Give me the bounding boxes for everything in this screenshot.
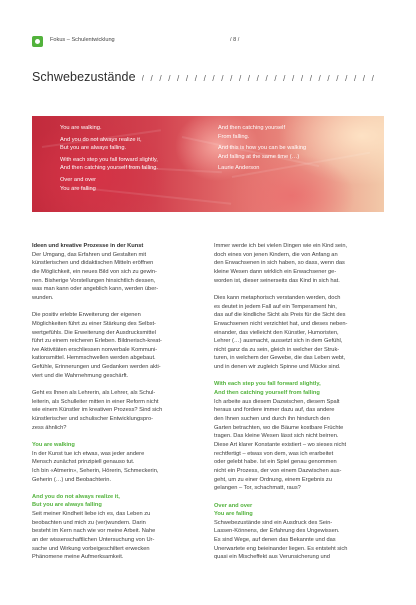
quote-right-column <box>218 124 306 173</box>
text-line: turen, in welchem der Gewebe, die das Leben webt, <box>214 355 346 362</box>
text-line: beobachten und mich zu (ver)wundern. Darin <box>32 519 146 526</box>
green-subheading: You are walking <box>32 441 75 448</box>
text-line: Es sind Wege, auf denen das Bekannte und das <box>214 537 336 544</box>
text-line: besteht im Kern nach wie vor meine Arbeit. Nahe <box>32 528 156 535</box>
running-head: Fokus – Schulentwicklung <box>50 37 115 43</box>
page-number: / 8 / <box>230 37 240 43</box>
text-line: Möglichkeiten führt zu einer Stärkung des Selbst- <box>32 320 156 327</box>
text-line: Gefühle, Erinnerungen und Gedanken werden akti- <box>32 364 161 371</box>
text-line: Ich arbeite aus diesem Dazwischen, diesem Spalt <box>214 398 340 405</box>
text-line: künstlerischen und didaktischen Mitteln eröffnen <box>32 260 154 267</box>
green-subheading: Over and over <box>214 502 253 509</box>
text-line: sache und Wirkung vorbeigeschiltert erwecken <box>32 545 150 552</box>
text-line: heraus und fordere immer dazu auf, das andere <box>214 407 335 414</box>
text-line: führt zu einem reicheren Erleben. Bildnerisch-kreat- <box>32 338 162 345</box>
page-header <box>32 36 384 48</box>
quote-line: Over and over <box>60 176 97 183</box>
text-line: gelangen – Tor, schachmatt, raus? <box>214 485 301 492</box>
text-line: Geherin (…) und Beobachterin. <box>32 476 112 483</box>
green-subheading: And then catching yourself from falling <box>214 390 320 397</box>
green-subheading: You are falling <box>214 511 253 518</box>
text-line: Immer werde ich bei vielen Dingen wie ein Kind sein, <box>214 243 348 249</box>
text-line: nicht ganz da zu sein, gleich in welcher der Struk- <box>214 346 340 353</box>
green-subheading: But you are always falling <box>32 502 102 509</box>
text-line: wie einem Künstler im kreativen Prozess? Sind sich <box>32 407 163 414</box>
green-subheading: With each step you fall forward slightly, <box>214 381 321 388</box>
text-line: den Ihnen suchen und durch ihn hindurch den <box>214 416 330 422</box>
text-line: Erwachsenen nicht verzichtet hat, und dieses neben- <box>214 320 348 327</box>
text-line: leiterin, als Schulleiter mitten in einer Reform nicht <box>32 398 159 405</box>
quote-line: And falling at the same time (…) <box>218 153 300 160</box>
text-line: es deutet in jedem Fall auf ein Temperament hin, <box>214 303 337 310</box>
text-line: kleine Wesen dann wirklich ein Erwachsener ge- <box>214 268 337 275</box>
text-line: Mensch zunächst prinzipiell genauso tut. <box>32 459 135 466</box>
right-text-column <box>214 242 384 562</box>
quote-line: And this is how you can be walking <box>218 145 307 152</box>
text-line: den Erwachsenen in sich haben, so dass, wenn das <box>214 260 345 267</box>
text-line: Dies kann metaphorisch verstanden werden, doch <box>214 294 341 301</box>
text-line: Phänomene meine Aufmerksamkeit. <box>32 554 124 561</box>
quote-line: And you do not always realize it, <box>60 136 142 143</box>
text-line: quasi ein Mischeffekt aus Verunsicherung und <box>214 554 330 561</box>
text-line: Garten betrachten, wo die Bäume kostbare Früchte <box>214 424 344 431</box>
text-line: ive Aktivitäten erschliessen nonverbale Kommuni- <box>32 346 158 353</box>
quote-line: From falling. <box>218 133 250 140</box>
quote-line: With each step you fall forward slightly, <box>60 156 158 163</box>
text-line: an der wissenschaftlichen Untersuchung von Ur- <box>32 537 155 544</box>
quote-line: But you are always falling. <box>60 145 127 152</box>
left-text-column <box>32 242 202 562</box>
green-subheading: And you do not always realize it, <box>32 493 120 500</box>
text-line: tragen. Das kleine Wesen lässt sich nicht beirren. <box>214 433 339 440</box>
text-line: Lehrer (…) ausmacht, aussetzt sich in dem Gefühl, <box>214 338 343 345</box>
hero-image-quote <box>32 116 384 212</box>
text-line: Geht es Ihnen als Lehrerin, als Lehrer, als Schul- <box>32 390 156 397</box>
text-line: Seit meiner Kindheit liebe ich es, das Leben zu <box>32 511 151 518</box>
text-line: geht, um zu einer Ordnung, einem Ergebnis zu <box>214 476 332 483</box>
text-line: worden ist, dieser seinerseits das Kind in sich hat. <box>214 277 340 284</box>
section-heading-row <box>32 70 384 86</box>
text-line: die Möglichkeit, ein neues Bild von sich zu gewin- <box>32 268 157 275</box>
text-line: Diese Art klarer Konstante existiert – wo sieses nicht <box>214 441 347 448</box>
quote-left-column <box>60 124 158 193</box>
quote-line: And then catching yourself from falling. <box>60 165 159 172</box>
text-line: was man kann oder angeblich kann, werden über- <box>32 286 159 293</box>
speech-bubble-logo-icon <box>32 36 43 47</box>
text-line: rechtfertigt – etwas von dem, was ich erarbeitet <box>214 450 334 457</box>
text-line: nen. Bisherige Vorstellungen hinsichtlich dessen, <box>32 277 156 284</box>
text-line: Unerwartete eng beieinander liegen. Es entsteht sich <box>214 545 348 552</box>
text-line: doch eines von jenen Kindern, die von Anfang an <box>214 251 338 258</box>
quote-author: Laurie Anderson <box>218 165 260 172</box>
text-line: Die positiv erlebte Erweiterung der eigenen <box>32 312 141 319</box>
text-line: wertgefühls. Die Erweiterung der Ausdrucksmittel <box>32 329 156 336</box>
text-line: viert und die Wahrnehmung geschärft. <box>32 372 129 379</box>
text-line: das auf die kindliche Sicht als Preis für die Sicht des <box>214 312 346 319</box>
slash-rule: / / / / / / / / / / / / / / / / / / / / / / / / / / / <box>141 74 377 83</box>
quote-line: You are falling <box>60 185 96 192</box>
text-line: Ich bin «Atmerin», Seherin, Hörerin, Schmeckerin, <box>32 467 159 474</box>
subheading: Ideen und kreative Prozesse in der Kunst <box>32 243 144 249</box>
text-line: kationsmittel. Hemmschwellen werden abgebaut. <box>32 355 156 362</box>
text-line: einander, das vielleicht den Künstler, Humoristen, <box>214 329 339 336</box>
text-line: zess ähnlich? <box>32 424 67 431</box>
text-line: wunden. <box>32 294 54 301</box>
text-line: Lassen-Könnens, der Erfahrung des Ungewissen. <box>214 528 340 535</box>
text-line: künstlerischer und schulischer Entwicklungspro- <box>32 416 154 422</box>
section-title: Schwebezustände <box>32 70 136 84</box>
text-line: Schwebezustände sind ein Ausdruck des Sein- <box>214 519 333 526</box>
text-line: nicht ein Prozess, der von einem Dazwischen aus- <box>214 467 342 474</box>
quote-line: And then catching yourself <box>218 125 286 131</box>
text-line: oder gelebt habe. Ist ein Spiel genau genommen <box>214 459 337 466</box>
text-line: und in denen wir zugleich Spinne und Mücke sind. <box>214 364 341 371</box>
quote-line: You are walking. <box>60 125 102 131</box>
text-line: In der Kunst tue ich etwas, was jeder andere <box>32 450 145 457</box>
text-line: Der Umgang, das Erfahren und Gestalten mit <box>32 251 147 258</box>
